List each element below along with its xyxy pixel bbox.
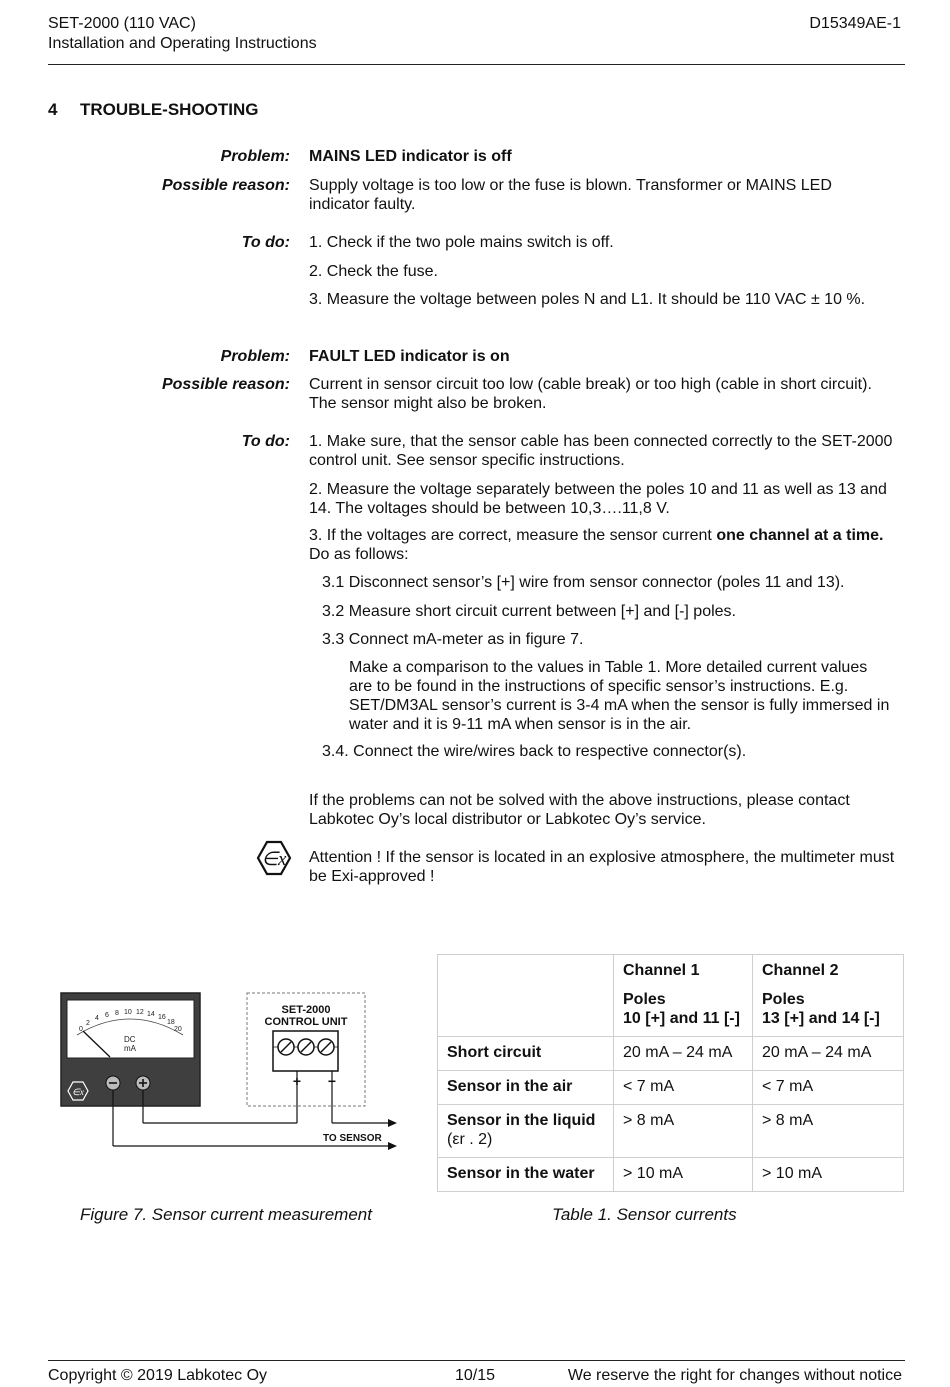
table-caption: Table 1. Sensor currents (552, 1205, 737, 1224)
table-cell: < 7 mA (753, 1071, 904, 1105)
poles-label: Poles (762, 991, 805, 1008)
sub-step: 3.3 Connect mA-meter as in figure 7. (322, 631, 584, 648)
header-divider (48, 64, 905, 65)
reason-text: Supply voltage is too low or the fuse is blown. Transformer or MAINS LED indicator faulty. (309, 177, 832, 213)
table-cell (438, 955, 614, 1037)
document-id: D15349AE-1 (809, 15, 901, 32)
step-emphasis: one channel at a time. (716, 527, 884, 544)
sensor-measurement-figure (55, 985, 405, 1155)
todo-step: 1. Check if the two pole mains switch is off. (309, 234, 614, 251)
channel-label: Channel 2 (762, 962, 839, 979)
table-cell: > 10 mA (614, 1158, 753, 1192)
attention-text: Attention ! If the sensor is located in an explosive atmosphere, the multimeter must be Exi-approved ! (309, 849, 895, 885)
table-cell: > 10 mA (753, 1158, 904, 1192)
meter-tick-label: 0 (79, 1026, 83, 1033)
control-unit-label: SET-2000 (281, 1004, 331, 1016)
reason-label: Possible reason: (161, 376, 290, 393)
header-title: SET-2000 (110 VAC) (48, 15, 196, 32)
meter-tick-label: 2 (86, 1020, 90, 1027)
terminal-screws (278, 1039, 334, 1055)
todo-step: 3. Measure the voltage between poles N and L1. It should be 110 VAC ± 10 %. (309, 291, 866, 308)
row-label: Sensor in the water (438, 1158, 614, 1192)
to-sensor-label: TO SENSOR (323, 1133, 382, 1144)
table-cell: > 8 mA (614, 1105, 753, 1158)
footer-notice: We reserve the right for changes without notice (567, 1367, 902, 1384)
control-unit-label: CONTROL UNIT (264, 1016, 348, 1028)
channel-label: Channel 1 (623, 962, 700, 979)
step-text: Do as follows: (309, 546, 409, 563)
meter-dc-label: DC (124, 1035, 136, 1044)
problem-title: FAULT LED indicator is on (309, 348, 510, 365)
meter-tick-label: 4 (95, 1015, 99, 1022)
header-subtitle: Installation and Operating Instructions (48, 35, 317, 52)
meter-tick-label: 20 (174, 1026, 182, 1033)
poles-value: 10 [+] and 11 [-] (623, 1010, 740, 1027)
step-text: 3. If the voltages are correct, measure the sensor current (309, 527, 717, 544)
table-cell: 20 mA – 24 mA (614, 1037, 753, 1071)
footer-page-number: 10/15 (455, 1367, 496, 1384)
sub-step: 3.4. Connect the wire/wires back to respective connector(s). (322, 743, 747, 760)
todo-label: To do: (241, 234, 290, 251)
sub-step-note: Make a comparison to the values in Table 1. More detailed current values are to be found in the instructions of specific sensor’s instructions. E.g. SET/DM3AL sensor’s current is 3-4 mA when the sensor is fully immersed in water and it is 9-11 mA when sensor is in the air. (349, 659, 890, 733)
sensor-currents-table (437, 954, 904, 1192)
problem-label: Problem: (220, 348, 290, 365)
table-header-cell (753, 955, 904, 1037)
todo-step (309, 526, 899, 564)
table-header-row (438, 955, 904, 1037)
svg-text:∈x: ∈x (72, 1087, 84, 1097)
section-number: 4 (48, 100, 58, 119)
meter-tick-label: 6 (105, 1012, 109, 1019)
table-header-cell (614, 955, 753, 1037)
row-label: Sensor in the liquid (447, 1112, 596, 1129)
meter-tick-label: 8 (115, 1010, 119, 1017)
table-row (438, 1071, 904, 1105)
problem-title: MAINS LED indicator is off (309, 148, 512, 165)
svg-text:∈x: ∈x (261, 849, 287, 870)
todo-step: 1. Make sure, that the sensor cable has been connected correctly to the SET-2000 control unit. See sensor specific instructions. (309, 433, 893, 469)
table-row (438, 1158, 904, 1192)
poles-label: Poles (623, 991, 666, 1008)
ex-warning-icon (256, 840, 292, 876)
problem-label: Problem: (220, 148, 290, 165)
meter-tick-label: 18 (167, 1019, 175, 1026)
plus-label: + (292, 1073, 302, 1089)
contact-text: If the problems can not be solved with the above instructions, please contact Labkotec Oy’s local distributor or Labkotec Oy’s service. (309, 792, 850, 828)
todo-step: 2. Measure the voltage separately between the poles 10 and 11 as well as 13 and 14. The voltages should be between 10,3….11,8 V. (309, 481, 887, 517)
meter-tick-label: 12 (136, 1009, 144, 1016)
table-row (438, 1105, 904, 1158)
section-title: TROUBLE-SHOOTING (80, 100, 259, 119)
sub-step: 3.1 Disconnect sensor’s [+] wire from sensor connector (poles 11 and 13). (322, 574, 845, 591)
table-cell: 20 mA – 24 mA (753, 1037, 904, 1071)
reason-text: Current in sensor circuit too low (cable break) or too high (cable in short circuit). The sensor might also be broken. (309, 376, 872, 412)
reason-label: Possible reason: (161, 177, 290, 194)
footer-divider (48, 1360, 905, 1361)
todo-label: To do: (241, 433, 290, 450)
meter-tick-label: 14 (147, 1011, 155, 1018)
row-label: Sensor in the air (438, 1071, 614, 1105)
table-row (438, 1037, 904, 1071)
sub-step: 3.2 Measure short circuit current between [+] and [-] poles. (322, 603, 736, 620)
todo-step: 2. Check the fuse. (309, 263, 438, 280)
meter-ma-label: mA (124, 1044, 136, 1053)
meter-tick-label: 10 (124, 1009, 132, 1016)
minus-label: − (327, 1073, 337, 1089)
figure-caption: Figure 7. Sensor current measurement (80, 1205, 372, 1224)
meter-tick-label: 16 (158, 1014, 166, 1021)
table-cell: < 7 mA (614, 1071, 753, 1105)
table-cell: > 8 mA (753, 1105, 904, 1158)
row-label: Short circuit (438, 1037, 614, 1071)
poles-value: 13 [+] and 14 [-] (762, 1010, 880, 1027)
row-label-cell (438, 1105, 614, 1158)
row-sublabel: (εr . 2) (447, 1131, 493, 1148)
footer-copyright: Copyright © 2019 Labkotec Oy (48, 1367, 268, 1384)
